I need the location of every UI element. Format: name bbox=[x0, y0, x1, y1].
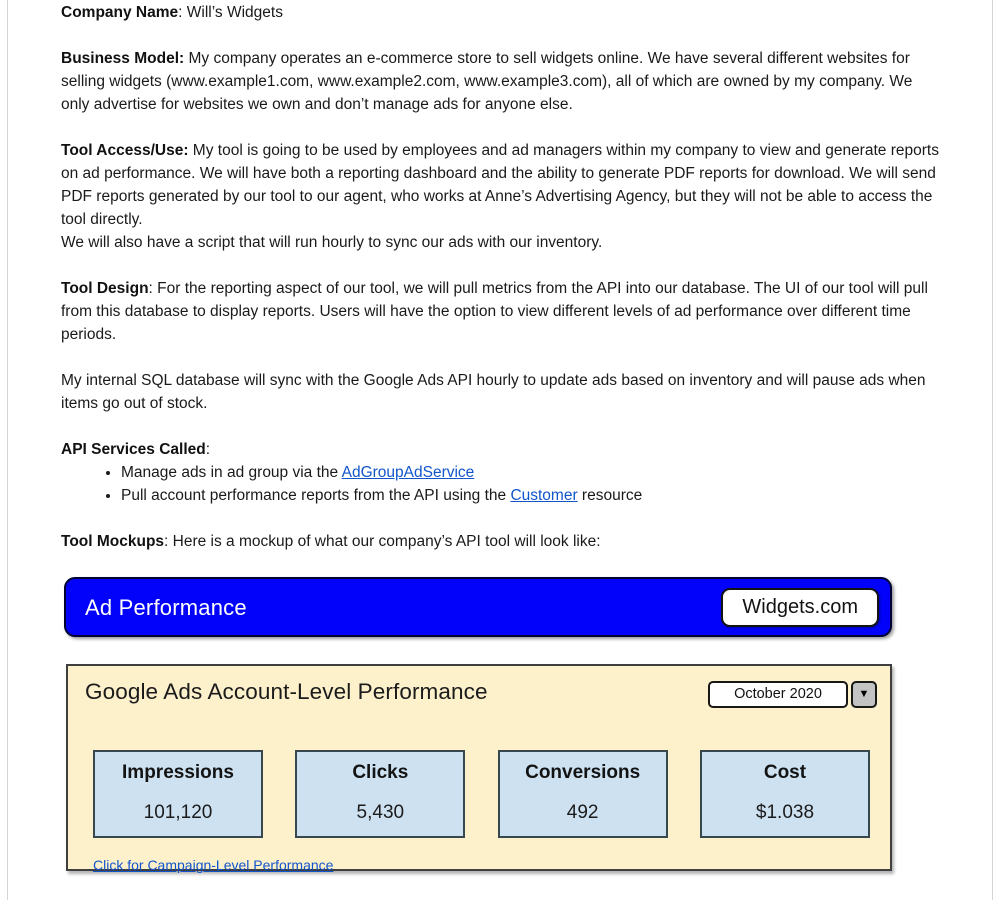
performance-panel bbox=[66, 664, 892, 871]
metric-value: 101,120 bbox=[143, 802, 213, 823]
sql-sync-text: My internal SQL database will sync with the Google Ads API hourly to update ads based on inventory and will pause ads when items go out of stock. bbox=[61, 372, 926, 412]
adgroupadservice-link[interactable]: AdGroupAdService bbox=[341, 464, 475, 481]
tool-design-text: : For the reporting aspect of our tool, we will pull metrics from the API into our database. The UI of our tool will pull from this database to display reports. Users will have the option to view different levels of ad performance over different time periods. bbox=[61, 280, 928, 343]
metric-label: Impressions bbox=[122, 762, 234, 783]
metric-label: Cost bbox=[763, 762, 807, 783]
business-model-label: Business Model: bbox=[61, 50, 185, 67]
company-name-label: Company Name bbox=[61, 4, 179, 21]
mockup-banner bbox=[64, 577, 892, 637]
panel-title: Google Ads Account-Level Performance bbox=[85, 679, 488, 704]
api-services-label: API Services Called bbox=[61, 441, 206, 458]
tool-access-label: Tool Access/Use: bbox=[61, 142, 189, 159]
paragraph-company-name bbox=[61, 1, 941, 24]
chevron-down-icon: ▼ bbox=[858, 688, 870, 700]
panel-header bbox=[68, 666, 890, 708]
paragraph-tool-design bbox=[61, 277, 941, 346]
paragraph-tool-mockups bbox=[61, 530, 941, 553]
banner-title: Ad Performance bbox=[85, 594, 247, 620]
tool-design-label: Tool Design bbox=[61, 280, 149, 297]
api-services-heading bbox=[61, 438, 941, 461]
bullet2-post: resource bbox=[577, 487, 643, 504]
tool-access-line2: We will also have a script that will run hourly to sync our ads with our inventory. bbox=[61, 234, 603, 251]
section-api-services bbox=[61, 438, 941, 507]
list-item bbox=[121, 484, 941, 507]
campaign-level-link[interactable]: Click for Campaign-Level Performance bbox=[93, 857, 334, 873]
api-services-colon: : bbox=[205, 441, 211, 458]
metric-label: Conversions bbox=[525, 762, 641, 783]
company-name-value: : Will’s Widgets bbox=[178, 4, 283, 21]
paragraph-business-model bbox=[61, 47, 941, 116]
metric-card-impressions bbox=[93, 750, 263, 838]
dropdown-button[interactable] bbox=[851, 681, 877, 708]
metric-value: 492 bbox=[566, 802, 599, 823]
metric-cards-row bbox=[68, 750, 890, 838]
document-page bbox=[7, 0, 993, 900]
list-item bbox=[121, 461, 941, 484]
bullet1-text: Manage ads in ad group via the bbox=[121, 464, 342, 481]
metric-card-cost bbox=[700, 750, 870, 838]
tool-access-text: My tool is going to be used by employees and ad managers within my company to view and generate reports on ad performance. We will have both a reporting dashboard and the ability to generate PDF reports for download. We will send PDF reports generated by our tool to our agent, who works at Anne’s Advertising Agency, but they will not be able to access the tool directly. bbox=[61, 142, 939, 228]
paragraph-sql-sync bbox=[61, 369, 941, 415]
paragraph-tool-access bbox=[61, 139, 941, 254]
metric-card-conversions bbox=[498, 750, 668, 838]
metric-value: $1.038 bbox=[755, 802, 815, 823]
bullet2-text: Pull account performance reports from the API using the bbox=[121, 487, 511, 504]
panel-link-row bbox=[68, 854, 890, 877]
business-model-text: My company operates an e-commerce store to sell widgets online. We have several different websites for selling widgets (www.example1.com, www.example2.com, www.example3.com), all of which are owned by my company. We only advertise for websites we own and don’t manage ads for anyone else. bbox=[61, 50, 913, 113]
tool-mockups-text: : Here is a mockup of what our company’s API tool will look like: bbox=[164, 533, 601, 550]
metric-value: 5,430 bbox=[356, 802, 405, 823]
customer-link[interactable]: Customer bbox=[510, 487, 578, 504]
period-dropdown-value[interactable]: October 2020 bbox=[708, 681, 848, 708]
document-body bbox=[61, 1, 941, 871]
api-services-list bbox=[61, 461, 941, 507]
metric-label: Clicks bbox=[352, 762, 409, 783]
metric-card-clicks bbox=[295, 750, 465, 838]
tool-mockups-label: Tool Mockups bbox=[61, 533, 165, 550]
period-dropdown[interactable] bbox=[708, 681, 877, 708]
site-name-chip: Widgets.com bbox=[721, 588, 879, 627]
